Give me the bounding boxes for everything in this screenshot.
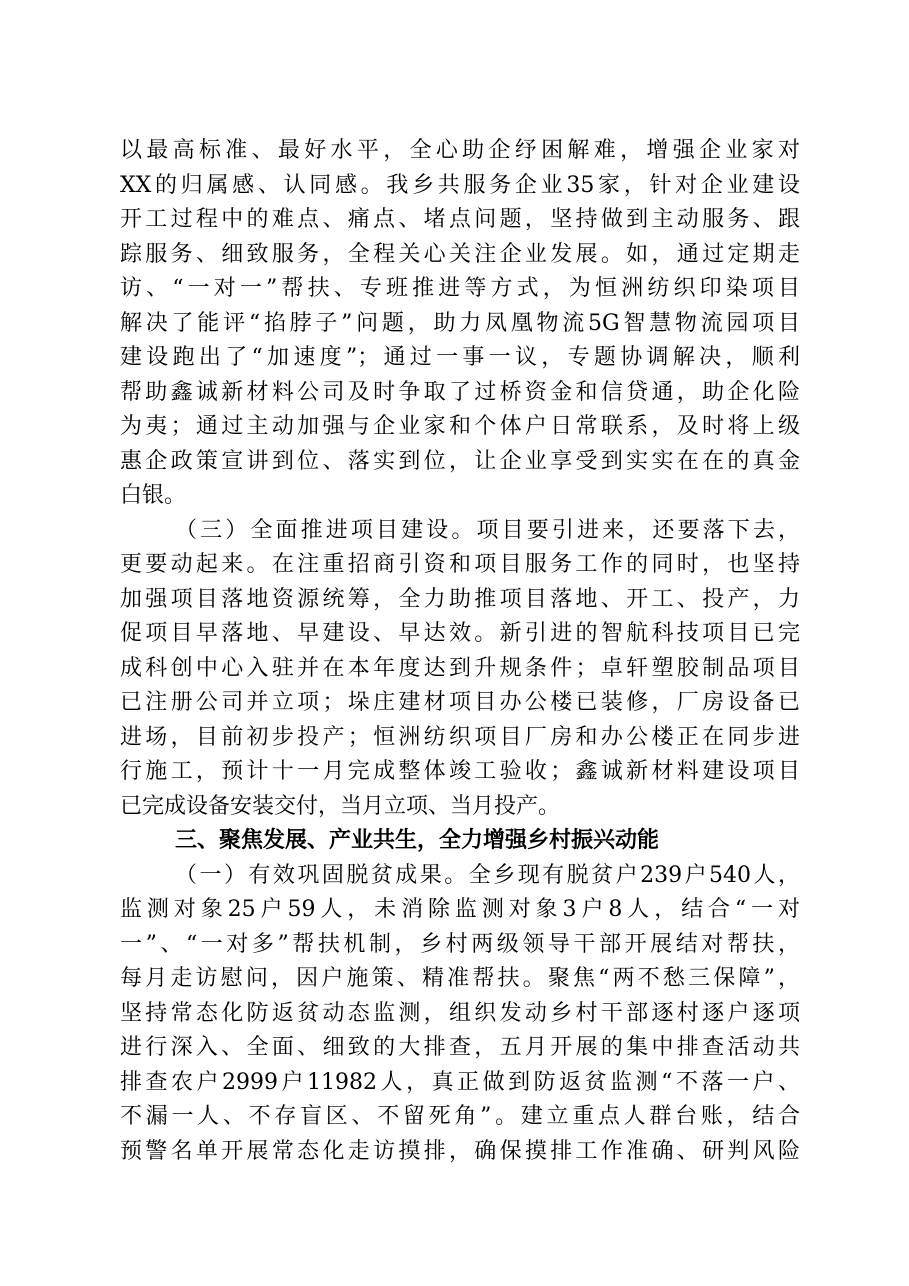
paragraph-first-line: （三）全面推进项目建设。项目要引进来，还要落下去， xyxy=(175,517,800,543)
text-line: 预警名单开展常态化走访摸排，确保摸排工作准确、研判风险 xyxy=(120,1138,800,1164)
text-line: 排查农户2999户11982人，真正做到防返贫监测“不落一户、 xyxy=(120,1069,800,1095)
text-line: 解决了能评“掐脖子”问题，助力凤凰物流5G智慧物流园项目 xyxy=(120,310,800,336)
text-line: 白银。 xyxy=(120,483,187,508)
text-line: 访、“一对一”帮扶、专班推进等方式，为恒洲纺织印染项目 xyxy=(120,276,800,301)
text-line: 已完成设备安装交付，当月立项、当月投产。 xyxy=(120,793,561,819)
text-line: 以最高标准、最好水平，全心助企纾困解难，增强企业家对 xyxy=(120,138,800,163)
text-line: 踪服务、细致服务，全程关心关注企业发展。如，通过定期走 xyxy=(120,241,800,267)
paragraph-project-construction xyxy=(120,514,800,825)
text-line: 一”、“一对多”帮扶机制，乡村两级领导干部开展结对帮扶， xyxy=(120,931,800,957)
text-line: 坚持常态化防返贫动态监测，组织发动乡村干部逐村逐户逐项 xyxy=(120,1000,800,1026)
paragraph-first-line: （一）有效巩固脱贫成果。全乡现有脱贫户239户540人， xyxy=(175,862,800,888)
text-line: 监测对象25户59人，未消除监测对象3户8人，结合“一对 xyxy=(120,897,800,922)
text-line: 已注册公司并立项；垛庄建材项目办公楼已装修，厂房设备已 xyxy=(120,690,800,715)
text-line: 更要动起来。在注重招商引资和项目服务工作的同时，也坚持 xyxy=(120,552,800,577)
paragraph-poverty-alleviation xyxy=(120,859,800,1170)
text-line: 每月走访慰问，因户施策、精准帮扶。聚焦“两不愁三保障”， xyxy=(120,966,800,991)
text-line: 进场，目前初步投产；恒洲纺织项目厂房和办公楼正在同步进 xyxy=(120,724,800,750)
text-line: 成科创中心入驻并在本年度达到升规条件；卓轩塑胶制品项目 xyxy=(120,655,800,681)
text-line: 行施工，预计十一月完成整体竣工验收；鑫诚新材料建设项目 xyxy=(120,759,800,784)
section-heading: 三、聚焦发展、产业共生，全力增强乡村振兴动能 xyxy=(175,828,660,853)
text-line: 开工过程中的难点、痛点、堵点问题，坚持做到主动服务、跟 xyxy=(120,207,800,232)
text-line: 进行深入、全面、细致的大排查，五月开展的集中排查活动共 xyxy=(120,1035,800,1060)
text-line: XX的归属感、认同感。我乡共服务企业35家，针对企业建设 xyxy=(120,172,800,198)
text-line: 促项目早落地、早建设、早达效。新引进的智航科技项目已完 xyxy=(120,621,800,646)
text-line: 不漏一人、不存盲区、不留死角”。建立重点人群台账，结合 xyxy=(120,1104,800,1129)
text-line: 为夷；通过主动加强与企业家和个体户日常联系，及时将上级 xyxy=(120,414,800,439)
document-body xyxy=(120,134,800,1169)
text-line: 建设跑出了“加速度”；通过一事一议，专题协调解决，顺利 xyxy=(120,345,800,370)
text-line: 惠企政策宣讲到位、落实到位，让企业享受到实实在在的真金 xyxy=(120,448,800,474)
paragraph-enterprise-service xyxy=(120,134,800,514)
section-heading-rural-revitalization xyxy=(120,824,800,859)
text-line: 加强项目落地资源统筹，全力助推项目落地、开工、投产，力 xyxy=(120,586,800,612)
text-line: 帮助鑫诚新材料公司及时争取了过桥资金和信贷通，助企化险 xyxy=(120,379,800,405)
